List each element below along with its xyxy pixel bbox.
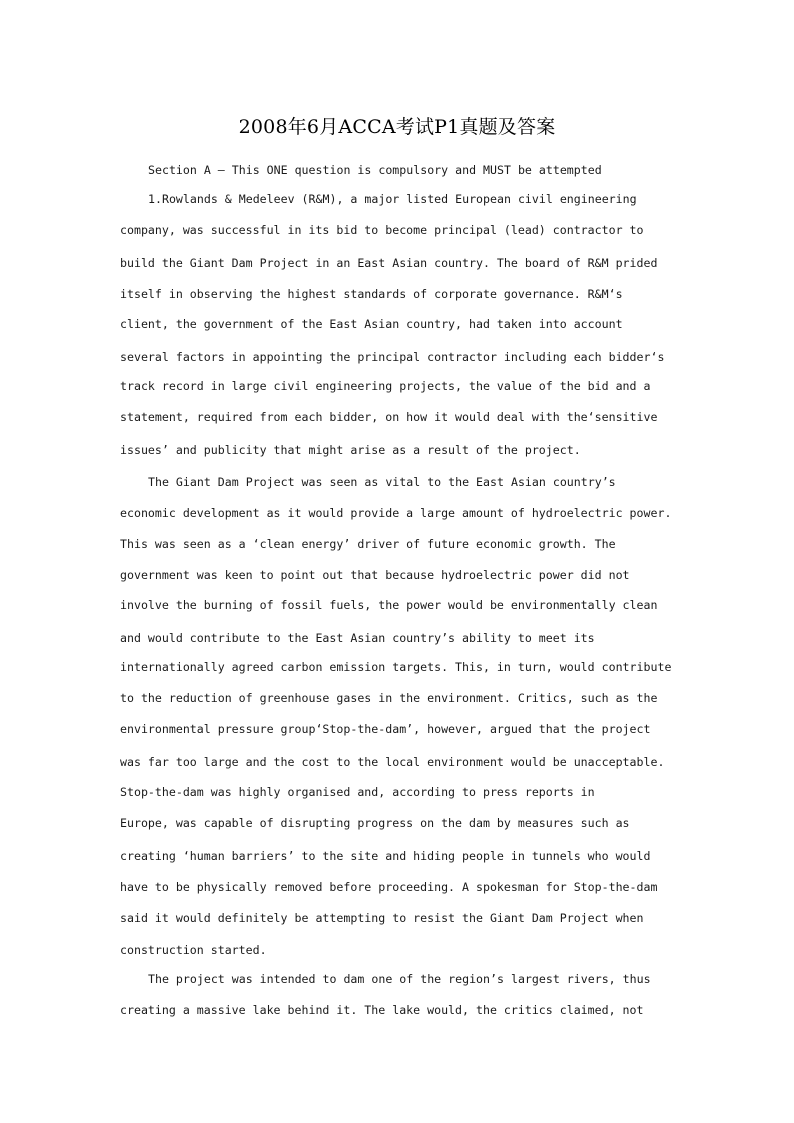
paragraph-line: statement, required from each bidder, on how it would deal with the‘sensitive bbox=[120, 410, 658, 424]
paragraph-line: environmental pressure group‘Stop-the-dam’, however, argued that the project bbox=[120, 722, 651, 736]
paragraph-line: to the reduction of greenhouse gases in the environment. Critics, such as the bbox=[120, 691, 658, 705]
paragraph-line: itself in observing the highest standards of corporate governance. R&M‘s bbox=[120, 287, 623, 301]
paragraph-line: This was seen as a ‘clean energy’ driver of future economic growth. The bbox=[120, 537, 616, 551]
paragraph-line: Europe, was capable of disrupting progress on the dam by measures such as bbox=[120, 816, 630, 830]
paragraph-line: several factors in appointing the principal contractor including each bidder‘s bbox=[120, 350, 665, 364]
paragraph-line: track record in large civil engineering projects, the value of the bid and a bbox=[120, 379, 651, 393]
paragraph-line: The Giant Dam Project was seen as vital to the East Asian country’s bbox=[148, 475, 616, 489]
paragraph-line: creating ‘human barriers’ to the site and hiding people in tunnels who would bbox=[120, 849, 651, 863]
paragraph-line: construction started. bbox=[120, 943, 267, 957]
paragraph-line: company, was successful in its bid to become principal (lead) contractor to bbox=[120, 223, 644, 237]
paragraph-line: 1.Rowlands & Medeleev (R&M), a major listed European civil engineering bbox=[148, 192, 637, 206]
paragraph-line: build the Giant Dam Project in an East Asian country. The board of R&M prided bbox=[120, 256, 658, 270]
paragraph-line: have to be physically removed before proceeding. A spokesman for Stop-the-dam bbox=[120, 880, 658, 894]
paragraph-line: economic development as it would provide a large amount of hydroelectric power. bbox=[120, 506, 672, 520]
paragraph-line: involve the burning of fossil fuels, the power would be environmentally clean bbox=[120, 598, 658, 612]
paragraph-line: The project was intended to dam one of the region’s largest rivers, thus bbox=[148, 972, 651, 986]
paragraph-line: client, the government of the East Asian country, had taken into account bbox=[120, 317, 623, 331]
paragraph-line: and would contribute to the East Asian country’s ability to meet its bbox=[120, 631, 595, 645]
section-heading: Section A – This ONE question is compulsory and MUST be attempted bbox=[148, 163, 602, 177]
paragraph-line: internationally agreed carbon emission targets. This, in turn, would contribute bbox=[120, 660, 672, 674]
paragraph-line: was far too large and the cost to the local environment would be unacceptable. bbox=[120, 755, 665, 769]
paragraph-line: creating a massive lake behind it. The lake would, the critics claimed, not bbox=[120, 1003, 644, 1017]
paragraph-line: issues’ and publicity that might arise as a result of the project. bbox=[120, 443, 581, 457]
document-title: 2008年6月ACCA考试P1真题及答案 bbox=[238, 116, 556, 138]
paragraph-line: Stop-the-dam was highly organised and, according to press reports in bbox=[120, 785, 595, 799]
paragraph-line: government was keen to point out that because hydroelectric power did not bbox=[120, 568, 630, 582]
paragraph-line: said it would definitely be attempting to resist the Giant Dam Project when bbox=[120, 911, 644, 925]
